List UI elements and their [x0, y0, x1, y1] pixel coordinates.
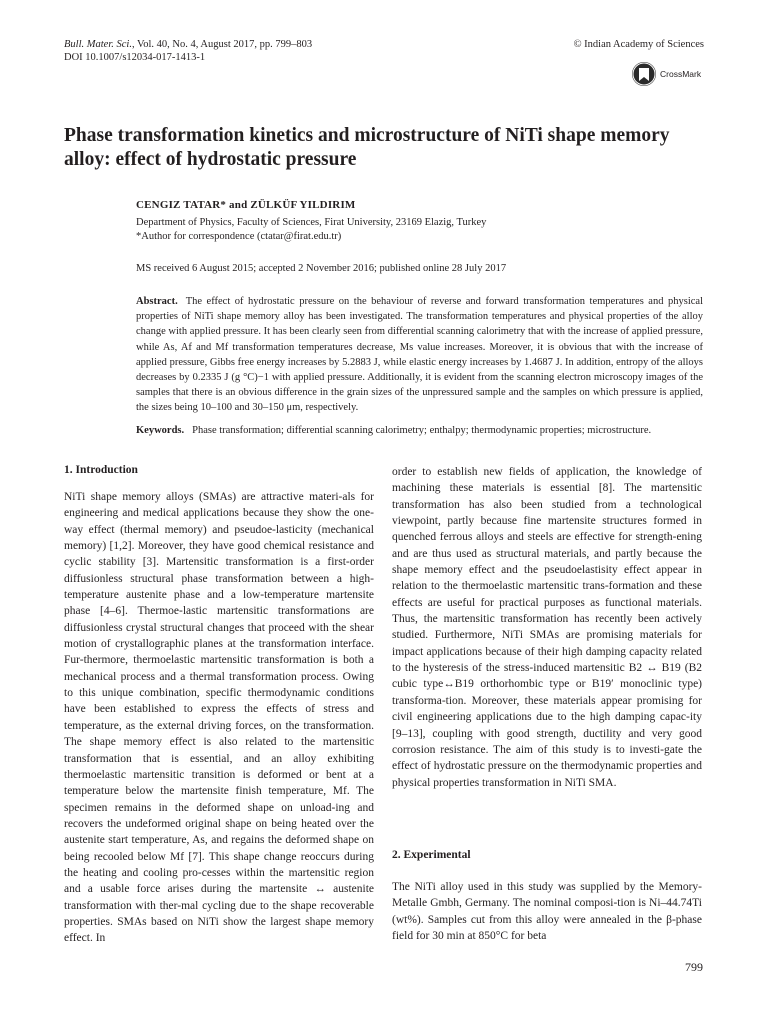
introduction-text: NiTi shape memory alloys (SMAs) are attractive materi-als for engineering and medical applications because they show the one-way effect (thermal memory) and pseudoe-lasticity (mechanical memory) [1,2]. Moreover, they have good chemical resistance and cyclic stability [3]. Martensitic transformation is a first-order diffusionless structural phase transformation between a high-temperature austenite phase and a low-temperature martensite phase [4–6]. Thermoe-lastic martensitic transformations are diffusionless crystal structural changes that proceed with the shear motion of crystallographic planes at the transformation interface. Fur-thermore, thermoelastic martensitic transformation is both a mechanical process and a thermal transformation process. Owing to this unique combination, specific thermodynamic conditions have been established to express the effects of stress and temperature, as the external driving forces, on the transformation. The shape memory effect is also related to the martensitic transformation that is essential, and an alloy exhibiting thermoelastic martensitic transition is deformed or bent at a temperature below the martensite finish temperature, Mf. The specimen remains in the deformed shape on unload-ing and recovers the undeformed original shape on being heated over the austenite start temperature, As, and regains the deformed shape on being recooled below Mf [7]. This shape change reoccurs during the heating and cooling pro-cesses within the martensitic region and a usable force arises during the martensite ↔ austenite transformation with ther-mal cycling due to the shape recoverable properties. SMAs based on NiTi show the largest shape memory effect. In	[64, 491, 374, 945]
keywords-label: Keywords.	[136, 425, 185, 436]
journal-name: Bull. Mater. Sci.	[64, 39, 132, 50]
page-number: 799	[685, 960, 703, 974]
keywords-text: Phase transformation; differential scanning calorimetry; enthalpy; thermodynamic properties; microstructure.	[192, 425, 652, 436]
paper-title: Phase transformation kinetics and microstructure of NiTi shape memory alloy: effect of hydrostatic pressure	[64, 125, 670, 170]
crossmark-badge[interactable]	[632, 62, 712, 90]
section-heading-experimental: 2. Experimental	[392, 849, 471, 861]
keywords	[136, 424, 703, 438]
experimental-text: The NiTi alloy used in this study was supplied by the Memory-Metalle Gmbh, Germany. The nominal composi-tion is Ni–44.74Ti (wt%). Samples cut from this alloy were annealed in the β-phase field for 30 min at 850°C for beta	[392, 881, 702, 943]
abstract-text: The effect of hydrostatic pressure on the behaviour of reverse and forward transformation temperatures and physical properties of NiTi shape memory alloy has been investigated. The transformation temperatures and physical properties of the alloy change with applied pressure. It has been clearly seen from differential scanning calorimetry that with the increase of applied pressure, while As, Af and Mf transformation temperatures decrease, Ms value increases. Moreover, it is obvious that with the increase of applied pressure, Gibbs free energy increases by 5.2883 J, while elastic energy increases by 1.4687 J. In addition, entropy of the alloys decreases by 0.2335 J (g °C)−1 with applied pressure. Additionally, it is evident from the scanning electron microscopy images of the samples that there is an obvious difference in the grain sizes of the unpressured sample and the samples on which pressure is applied, the sizes being 10–100 and 30–150 μm, respectively.	[136, 296, 703, 414]
publication-dates: MS received 6 August 2015; accepted 2 November 2016; published online 28 July 2017	[136, 263, 507, 274]
affiliation: Department of Physics, Faculty of Sciences, Firat University, 23169 Elazig, Turkey	[136, 217, 487, 228]
journal-volume-info: , Vol. 40, No. 4, August 2017, pp. 799–803	[131, 39, 313, 50]
crossmark-icon	[632, 62, 656, 86]
correspondence-note: *Author for correspondence (ctatar@firat.edu.tr)	[136, 231, 342, 242]
crossmark-label: CrossMark	[660, 69, 702, 79]
abstract-label: Abstract.	[136, 296, 178, 307]
section-heading-introduction: 1. Introduction	[64, 464, 138, 476]
introduction-text-continued: order to establish new fields of application, the knowledge of machining these materials is essential [8]. The martensitic transformation has also been studied from a technological viewpoint, partly because fine martensite structures formed in quenched ferrous alloys and steels are effective for strength-ening and are thus used as structural materials, and partly because the shape memory effect and the pseudoelastisity effect appear in relation to the thermoelastic martensitic trans-formation and these effects are useful for practical purposes as functional materials. Thus, the martensitic transformation has recently been actively studied. Furthermore, NiTi SMAs are promising materials for impact applications because of their high damping capacity related to the hysteresis of the stress-induced martensitic B2 ↔ B19 (B2 cubic type↔B19 orthorhombic type or B19′ monoclinic type) transforma-tion. Moreover, these materials appear promising for civil engineering applications due to the high damping capac-ity [9–13], coupling with good strength, ductility and very good corrosion resistance. The aim of this study is to investi-gate the effect of hydrostatic pressure on the thermodynamic properties and physical properties transformation in NiTi SMA.	[392, 466, 702, 789]
abstract	[136, 294, 703, 416]
doi[interactable]: DOI 10.1007/s12034-017-1413-1	[64, 52, 206, 63]
publisher: © Indian Academy of Sciences	[573, 39, 704, 50]
authors: CENGIZ TATAR* and ZÜLKÜF YILDIRIM	[136, 199, 356, 211]
journal-citation	[64, 38, 312, 52]
